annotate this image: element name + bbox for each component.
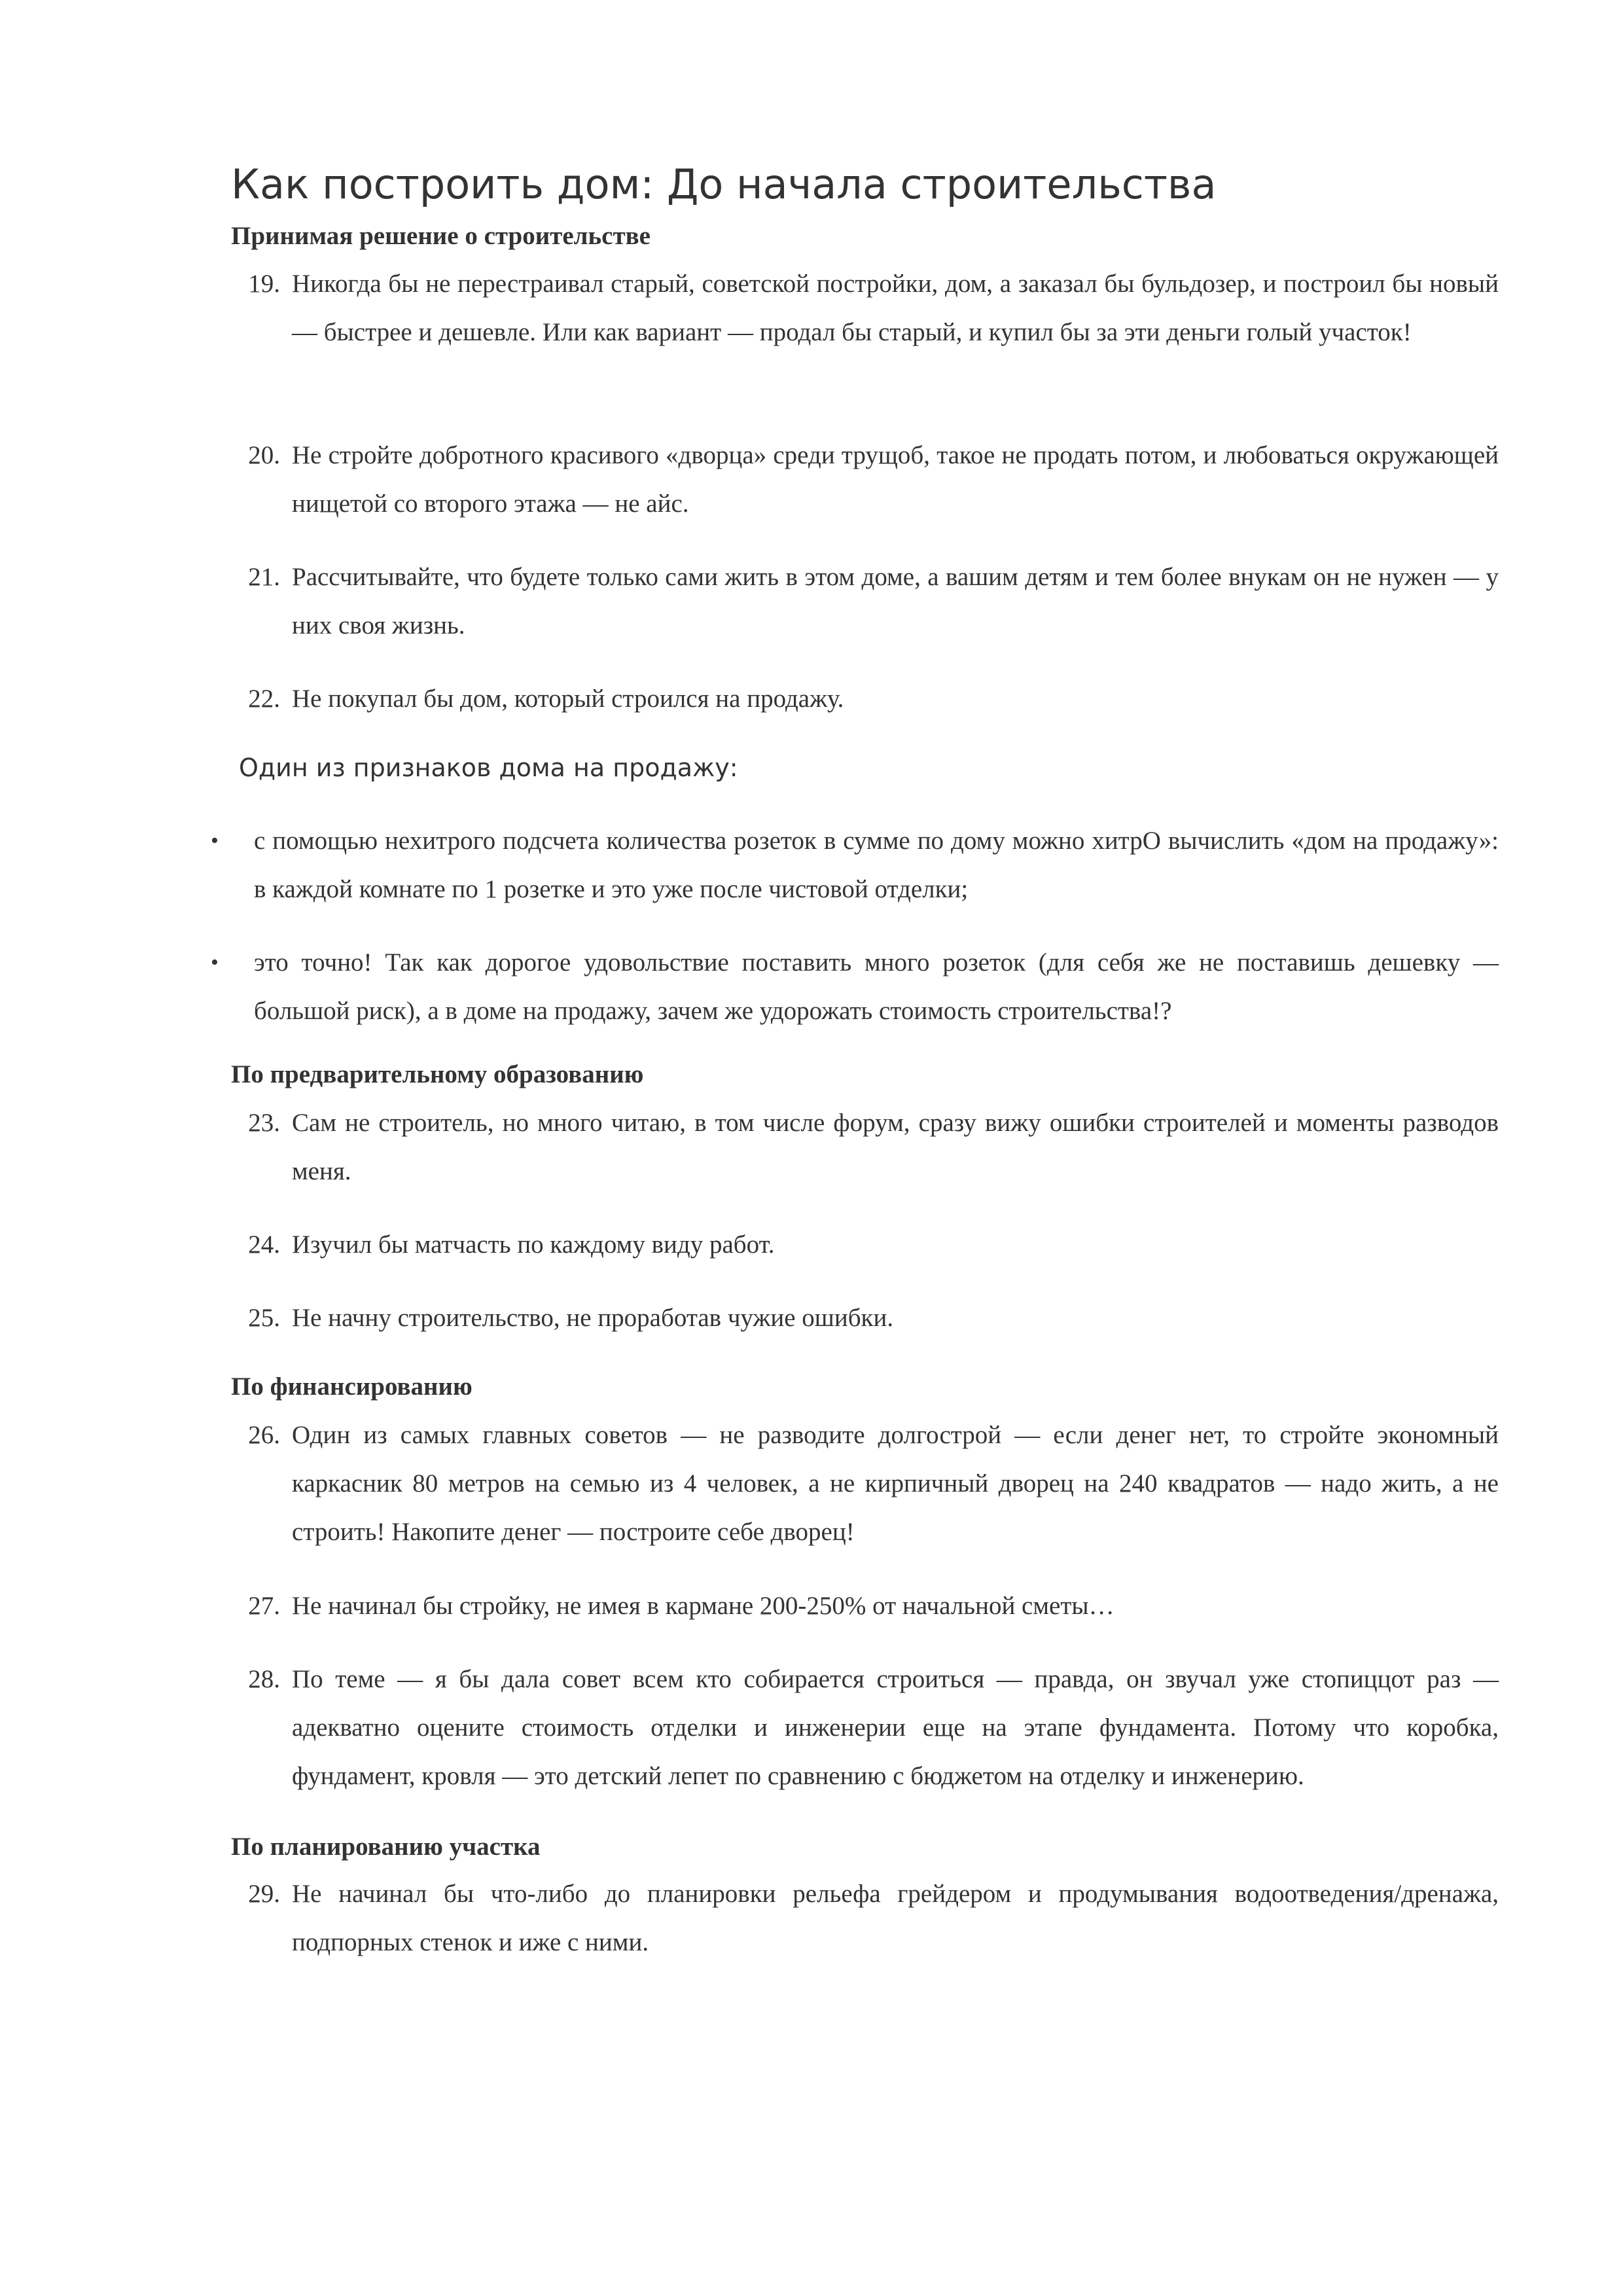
item-text: Рассчитывайте, что будете только сами жить в этом доме, а вашим детям и тем более внукам он не нужен — у них своя жизнь.: [292, 563, 1499, 639]
item-text: Сам не строитель, но много читаю, в том числе форум, сразу вижу ошибки строителей и моменты разводов меня.: [292, 1109, 1499, 1185]
list-item: [236, 675, 1499, 723]
bullet-text: это точно! Так как дорогое удовольствие поставить много розеток (для себя же не поставишь дешевку — большой риск), а в доме на продажу, зачем же удорожать стоимость строительства!?: [254, 948, 1499, 1025]
item-number: 23.: [248, 1109, 280, 1137]
section-heading-decision: Принимая решение о строительстве: [231, 222, 651, 250]
list-item: [236, 1294, 1499, 1342]
item-text: Не начинал бы что-либо до планировки рельефа грейдером и продумывания водоотведения/дренажа, подпорных стенок и иже с ними.: [292, 1880, 1499, 1956]
item-text: Не начну строительство, не проработав чужие ошибки.: [292, 1304, 894, 1332]
item-number: 20.: [248, 441, 280, 469]
bullet-mark: •: [211, 950, 219, 975]
bullet-text: с помощью нехитрого подсчета количества розеток в сумме по дому можно хитрО вычислить «дом на продажу»: в каждой комнате по 1 розетке и это уже после чистовой отделки;: [254, 827, 1499, 903]
item-number: 29.: [248, 1880, 280, 1908]
bullet-mark: •: [211, 829, 219, 853]
list-item: [236, 1099, 1499, 1196]
note-heading: Один из признаков дома на продажу:: [239, 753, 738, 782]
list-item: [236, 431, 1499, 528]
list-item: [236, 1870, 1499, 1967]
item-text: Не начинал бы стройку, не имея в кармане 200-250% от начальной сметы…: [292, 1592, 1115, 1620]
bullet-item: [205, 817, 1499, 914]
item-number: 25.: [248, 1304, 280, 1332]
item-text: Не стройте добротного красивого «дворца» среди трущоб, такое не продать потом, и любоваться окружающей нищетой со второго этажа — не айс.: [292, 441, 1499, 518]
item-number: 27.: [248, 1592, 280, 1620]
item-number: 24.: [248, 1230, 280, 1259]
section-heading-financing: По финансированию: [231, 1372, 473, 1401]
list-item: [236, 1411, 1499, 1556]
list-item: [236, 1655, 1499, 1801]
list-item: [236, 1221, 1499, 1269]
section-heading-planning: По планированию участка: [231, 1833, 541, 1861]
item-text: Не покупал бы дом, который строился на продажу.: [292, 685, 844, 713]
document-title: Как построить дом: До начала строительства: [231, 160, 1217, 208]
list-item: [236, 260, 1499, 357]
item-text: Изучил бы матчасть по каждому виду работ.: [292, 1230, 775, 1259]
item-number: 19.: [248, 270, 280, 298]
item-number: 22.: [248, 685, 280, 713]
item-number: 21.: [248, 563, 280, 591]
item-number: 26.: [248, 1421, 280, 1449]
item-text: Один из самых главных советов — не разводите долгострой — если денег нет, то стройте экономный каркасник 80 метров на семью из 4 человек, а не кирпичный дворец на 240 квадратов — надо жить, а не строить! Накопите денег — построите себе дворец!: [292, 1421, 1499, 1546]
item-text: По теме — я бы дала совет всем кто собирается строиться — правда, он звучал уже стопиццот раз — адекватно оцените стоимость отделки и инженерии еще на этапе фундамента. Потому что коробка, фундамент, кровля — это детский лепет по сравнению с бюджетом на отделку и инженерию.: [292, 1665, 1499, 1790]
section-heading-education: По предварительному образованию: [231, 1060, 644, 1088]
item-number: 28.: [248, 1665, 280, 1693]
item-text: Никогда бы не перестраивал старый, советской постройки, дом, а заказал бы бульдозер, и построил бы новый — быстрее и дешевле. Или как вариант — продал бы старый, и купил бы за эти деньги голый участок!: [292, 270, 1499, 346]
list-item: [236, 1582, 1499, 1630]
list-item: [236, 553, 1499, 650]
bullet-item: [205, 939, 1499, 1035]
